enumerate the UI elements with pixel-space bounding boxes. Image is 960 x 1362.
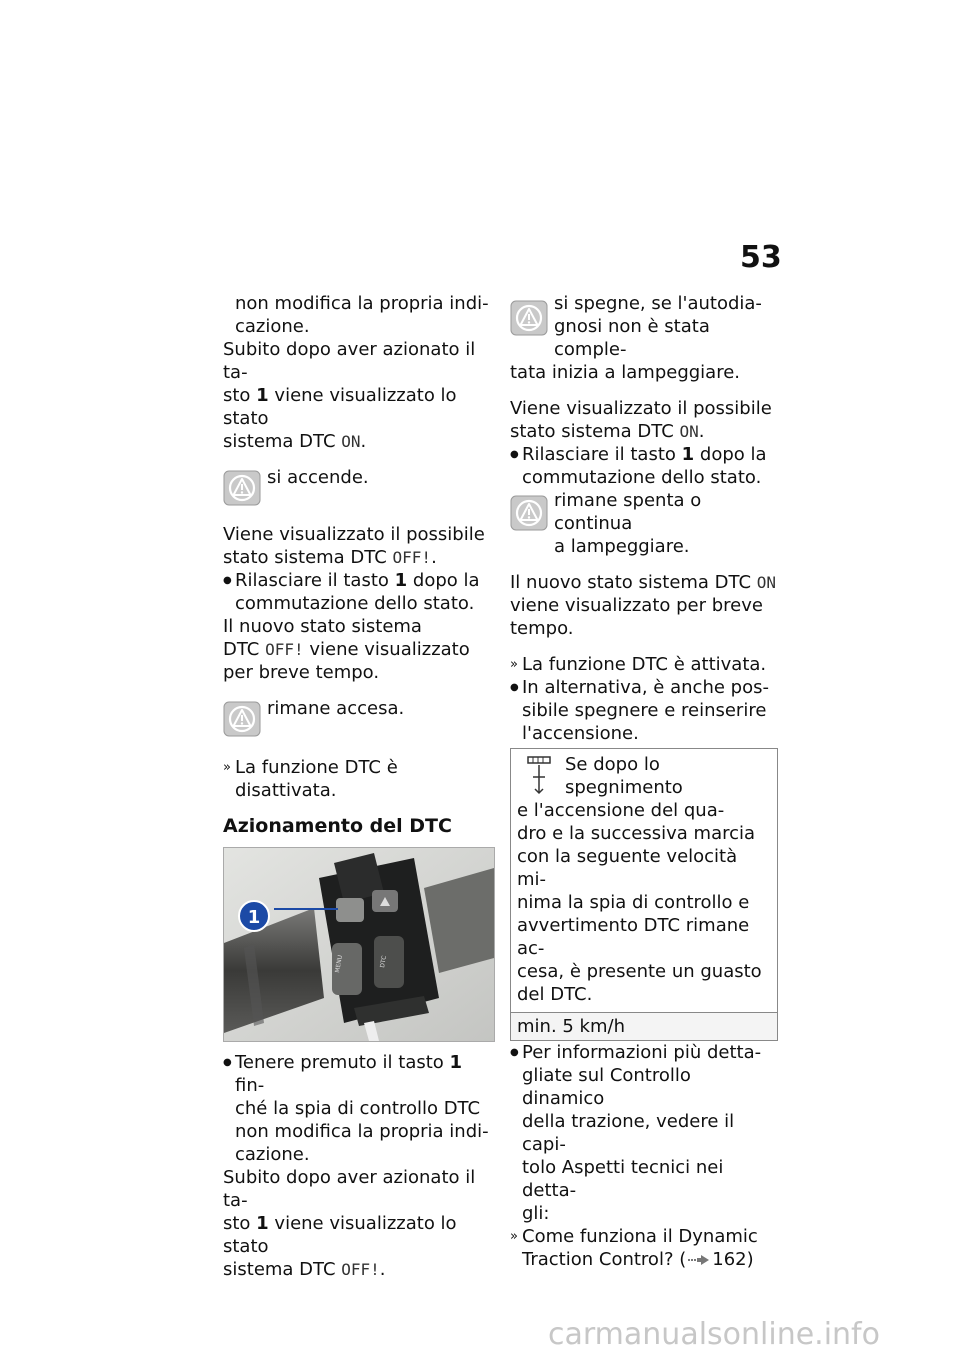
dtc-warning-light-icon <box>223 701 261 737</box>
dtc-warning-light-icon <box>510 300 548 336</box>
result-arrow-icon: » <box>223 760 231 775</box>
callout-1: 1 <box>238 900 270 932</box>
text-line: tolo Aspetti tecnici nei detta- <box>522 1157 724 1201</box>
text-line: Viene visualizzato il possibile <box>223 524 485 545</box>
text-line: non modifica la propria indi- <box>235 1121 489 1142</box>
text-line: a lampeggiare. <box>554 536 690 557</box>
text-line: sto 1 viene visualizzato lo stato <box>223 1213 457 1257</box>
watermark: carmanualsonline.info <box>548 1317 880 1352</box>
min-speed-value: min. 5 km/h <box>511 1012 777 1040</box>
list-item: ● Rilasciare il tasto 1 dopo la <box>510 443 778 466</box>
text-line: Il nuovo stato sistema <box>223 616 422 637</box>
text-line: cazione. <box>235 316 310 337</box>
text-line: avvertimento DTC rimane ac- <box>517 915 750 959</box>
text-line: tempo. <box>510 618 574 639</box>
list-item: ● Rilasciare il tasto 1 dopo la <box>223 569 495 592</box>
svg-text:MENU: MENU <box>334 954 345 974</box>
dtc-warning-light-icon <box>510 495 548 531</box>
text-line: rimane accesa. <box>267 698 405 719</box>
text-line: sibile spegnere e reinserire <box>522 700 767 721</box>
text-line: stato sistema DTC OFF!. <box>223 547 437 568</box>
text-line: rimane spenta o continua <box>554 490 702 534</box>
text-line: Se dopo lo spegnimento <box>565 754 683 798</box>
text-line: con la seguente velocità mi- <box>517 846 738 890</box>
text-line: Il nuovo stato sistema DTC ON <box>510 572 777 593</box>
text-line: Viene visualizzato il possibile <box>510 398 772 419</box>
text-line: l'accensione. <box>522 723 639 744</box>
text-line: nima la spia di controllo e <box>517 892 750 913</box>
list-item: ● In alternativa, è anche pos- <box>510 676 778 699</box>
text-line: si spegne, se l'autodia- <box>554 293 762 314</box>
text-line: tata inizia a lampeggiare. <box>510 362 741 383</box>
text-line: per breve tempo. <box>223 662 380 683</box>
text-line: dro e la successiva marcia <box>517 823 756 844</box>
text-line: stato sistema DTC ON. <box>510 421 705 442</box>
result-line: » La funzione DTC è disattivata. <box>223 757 398 801</box>
page-reference-arrow-icon <box>688 1254 710 1266</box>
svg-text:DTC: DTC <box>379 955 389 969</box>
page-number: 53 <box>740 240 782 275</box>
text-line: cazione. <box>235 1144 310 1165</box>
text-line: della trazione, vedere il capi- <box>522 1111 735 1155</box>
section-heading: Azionamento del DTC <box>223 815 452 837</box>
text-line: DTC OFF! viene visualizzato <box>223 639 470 660</box>
text-line: Subito dopo aver azionato il ta- <box>223 1167 476 1211</box>
text-line: sistema DTC ON. <box>223 431 367 452</box>
warning-line <box>223 466 495 506</box>
text-line: commutazione dello stato. <box>522 467 762 488</box>
left-column <box>223 292 495 1281</box>
result-line: » La funzione DTC è attivata. <box>510 654 767 675</box>
page-reference-link[interactable]: Traction Control? ( 162) <box>522 1249 754 1270</box>
text-line: sto 1 viene visualizzato lo stato <box>223 385 457 429</box>
text-line: ché la spia di controllo DTC <box>235 1098 481 1119</box>
text-line: gli: <box>522 1203 550 1224</box>
dtc-warning-light-icon <box>223 470 261 506</box>
text-line: gnosi non è stata comple- <box>554 316 710 360</box>
text-line: del DTC. <box>517 984 593 1005</box>
text-line: si accende. <box>267 467 369 488</box>
min-speed-info-box <box>510 748 778 1041</box>
text-line: cesa, è presente un guasto <box>517 961 762 982</box>
result-line: » Come funziona il Dynamic <box>510 1226 758 1247</box>
text-line: non modifica la propria indi- <box>235 293 489 314</box>
text-line: gliate sul Controllo dinamico <box>522 1065 691 1109</box>
result-arrow-icon: » <box>510 1229 518 1244</box>
text-line: viene visualizzato per breve <box>510 595 763 616</box>
min-speed-ruler-icon <box>525 755 555 795</box>
right-column <box>510 292 778 1271</box>
text-line: sistema DTC OFF!. <box>223 1259 386 1280</box>
switch-illustration <box>224 848 494 1041</box>
result-arrow-icon: » <box>510 657 518 672</box>
text-line: Subito dopo aver azionato il ta- <box>223 339 476 383</box>
handlebar-switch-photo <box>223 847 495 1042</box>
text-line: commutazione dello stato. <box>235 593 475 614</box>
text-line: e l'accensione del qua- <box>517 800 725 821</box>
list-item: ● Per informazioni più detta- <box>510 1041 778 1064</box>
warning-line <box>223 697 495 737</box>
list-item: ● Tenere premuto il tasto 1 fin- <box>223 1051 495 1097</box>
